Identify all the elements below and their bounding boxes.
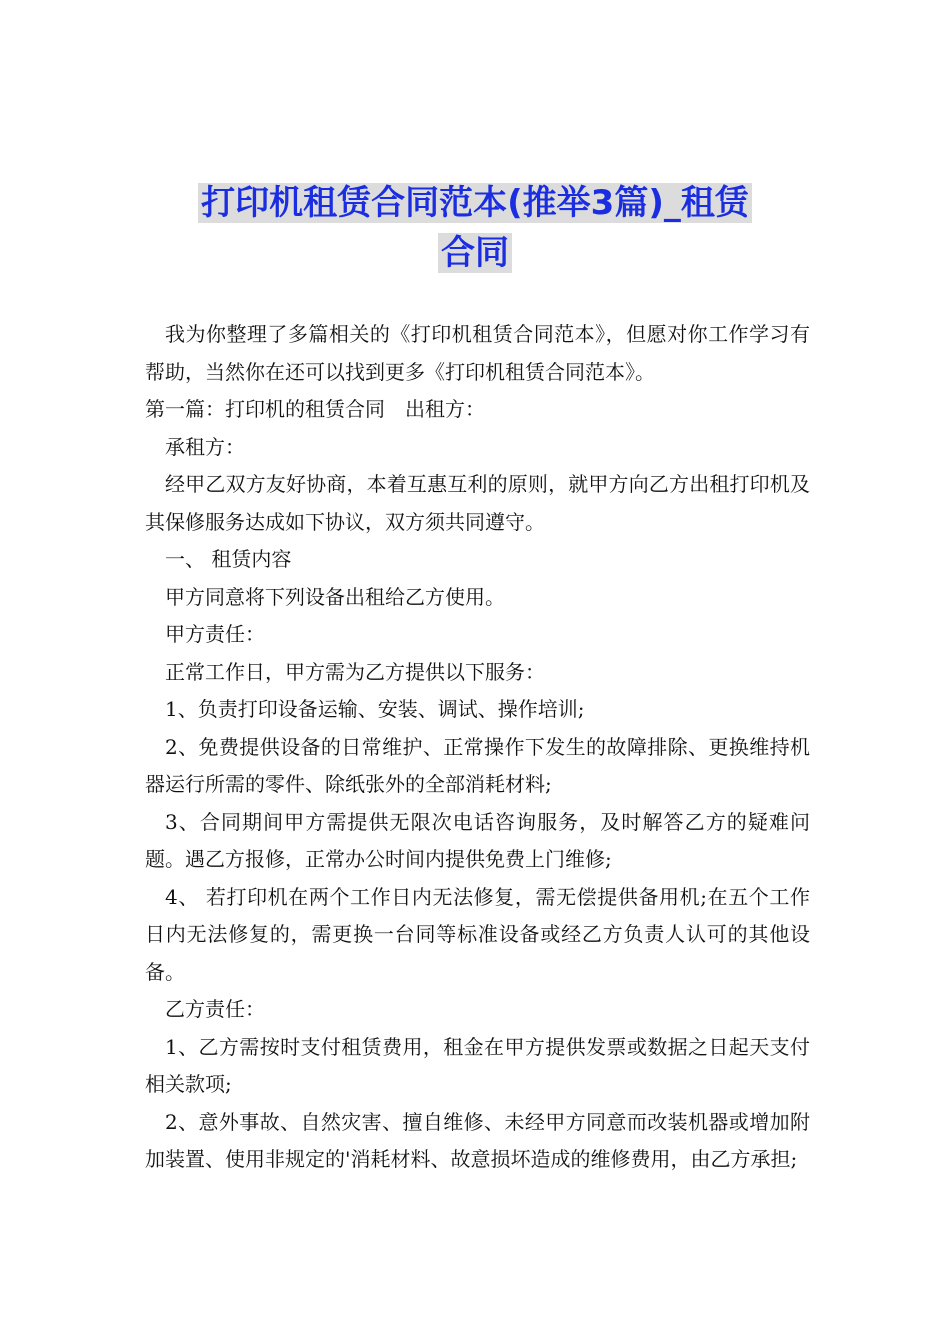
paragraph-service-intro: 正常工作日，甲方需为乙方提供以下服务： [165, 659, 545, 684]
paragraph-lessee: 承租方： [165, 434, 245, 459]
paragraph-a-item-3: 3、合同期间甲方需提供无限次电话咨询服务，及时解答乙方的疑难问题。遇乙方报修，正常办公时间内提供免费上门维修; [145, 809, 810, 871]
paragraph-a-item-2: 2、免费提供设备的日常维护、正常操作下发生的故障排除、更换维持机器运行所需的零件、除纸张外的全部消耗材料; [145, 734, 810, 796]
paragraph-b-item-2: 2、意外事故、自然灾害、擅自维修、未经甲方同意而改装机器或增加附加装置、使用非规定的'消耗材料、故意损坏造成的维修费用，由乙方承担; [145, 1109, 810, 1171]
title-line-1: 打印机租赁合同范本(推举3篇)_租赁 [198, 183, 752, 223]
paragraph-party-b: 乙方责任： [165, 997, 265, 1021]
paragraph-party-a: 甲方责任： [165, 622, 265, 646]
paragraph-lease-scope: 甲方同意将下列设备出租给乙方使用。 [165, 584, 505, 609]
paragraph-intro: 我为你整理了多篇相关的《打印机租赁合同范本》，但愿对你工作学习有帮助，当然你在还可以找到更多《打印机租赁合同范本》。 [145, 322, 810, 384]
paragraph-heading-one: 一、 租赁内容 [165, 547, 292, 571]
paragraph-section-one: 第一篇：打印机的租赁合同 出租方： [145, 397, 485, 421]
paragraph-b-item-1: 1、乙方需按时支付租赁费用，租金在甲方提供发票或数据之日起天支付相关款项; [145, 1034, 810, 1096]
paragraph-a-item-4: 4、 若打印机在两个工作日内无法修复，需无偿提供备用机;在五个工作日内无法修复的，需更换一台同等标准设备或经乙方负责人认可的其他设备。 [145, 884, 810, 984]
document-title [0, 178, 950, 278]
paragraph-a-item-1: 1、负责打印设备运输、安装、调试、操作培训; [165, 697, 585, 721]
paragraph-agreement: 经甲乙双方友好协商，本着互惠互利的原则，就甲方向乙方出租打印机及其保修服务达成如下协议，双方须共同遵守。 [145, 472, 810, 534]
document-body [145, 316, 810, 1179]
title-line-2: 合同 [438, 233, 512, 273]
